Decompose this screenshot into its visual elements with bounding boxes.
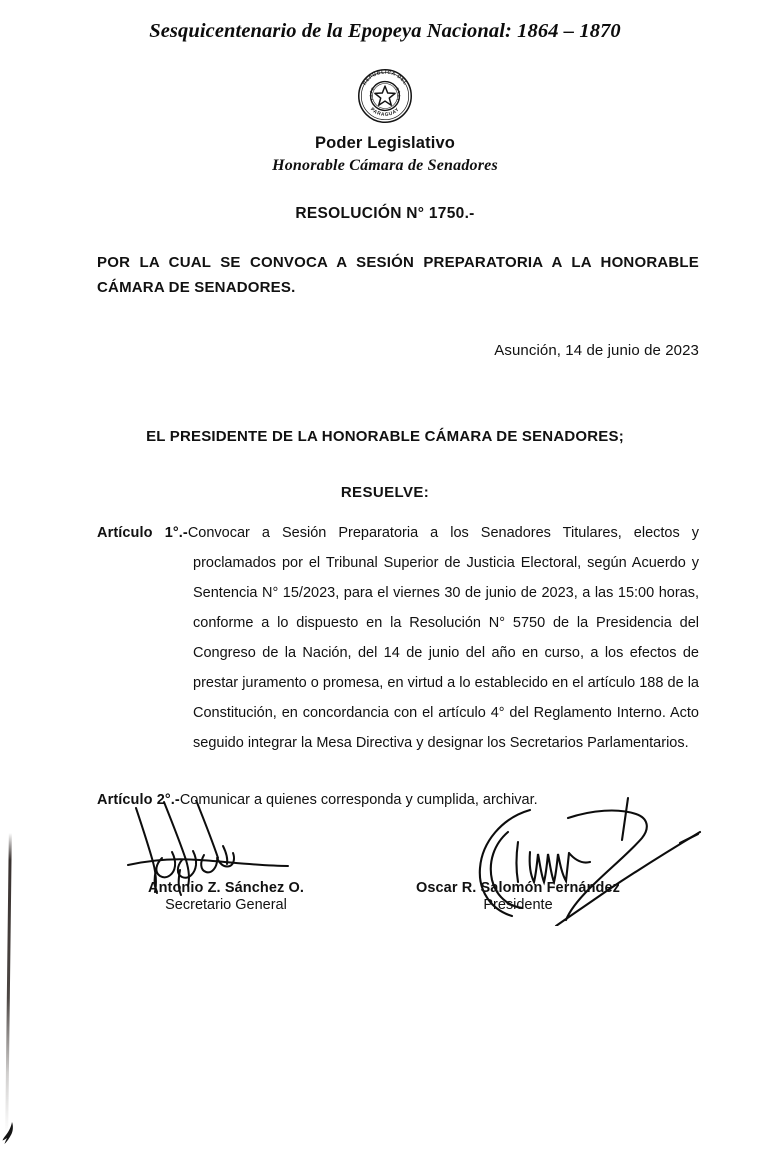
article-2-label: Artículo 2°.- [97,792,180,808]
article-2-body: Comunicar a quienes corresponda y cumplida, archivar. [179,792,538,808]
sesquicentennial-motto: Sesquicentenario de la Epopeya Nacional: 1864 – 1870 [149,20,621,42]
signature-role-president: Presidente [483,897,553,913]
signature-block-secretary [76,880,376,913]
svg-text:REPUBLICA DEL: REPUBLICA DEL [362,70,408,87]
legislative-branch-label: Poder Legislativo [314,134,456,152]
article-2 [97,789,699,811]
signature-name-secretary: Antonio Z. Sánchez O. [148,880,304,896]
chamber-label: Honorable Cámara de Senadores [272,157,498,174]
signature-name-president: Oscar R. Salomón Fernández [415,880,621,896]
signature-block-president [368,880,668,913]
resolves-label: RESUELVE: [340,484,430,501]
authority-line: EL PRESIDENTE DE LA HONORABLE CÁMARA DE SENADORES; [146,428,624,445]
article-1-label: Artículo 1°.- [97,525,188,541]
place-and-date: Asunción, 14 de junio de 2023 [494,342,699,359]
organization-block [0,134,770,175]
resolution-subject: POR LA CUAL SE CONVOCA A SESIÓN PREPARATORIA A LA HONORABLE CÁMARA DE SENADORES. [97,254,699,296]
article-1 [97,518,699,758]
scan-edge-artifact [5,833,12,1133]
svg-text:PARAGUAY: PARAGUAY [369,107,401,118]
coat-of-arms-icon [353,64,417,128]
signature-role-secretary: Secretario General [165,897,287,913]
scan-ink-blot-artifact [2,1122,18,1144]
resolution-number: RESOLUCIÓN N° 1750.- [295,205,475,222]
article-1-body: Convocar a Sesión Preparatoria a los Senadores Titulares, electos y proclamados por el Tribunal Superior de Justicia Electoral, según Acuerdo y Sentencia N° 15/2023, para el viernes 30 de junio de 2023, a las 15:00 horas, conforme a lo dispuesto en la Resolución N° 5750 de la Presidencia del Congreso de la Nación, del 14 de junio del año en curso, a los efectos de prestar juramento o promesa, en virtud a lo establecido en el artículo 188 de la Constitución, en concordancia con el artículo 4° del Reglamento Interno. Acto seguido integrar la Mesa Directiva y designar los Secretarios Parlamentarios. [187,525,700,751]
